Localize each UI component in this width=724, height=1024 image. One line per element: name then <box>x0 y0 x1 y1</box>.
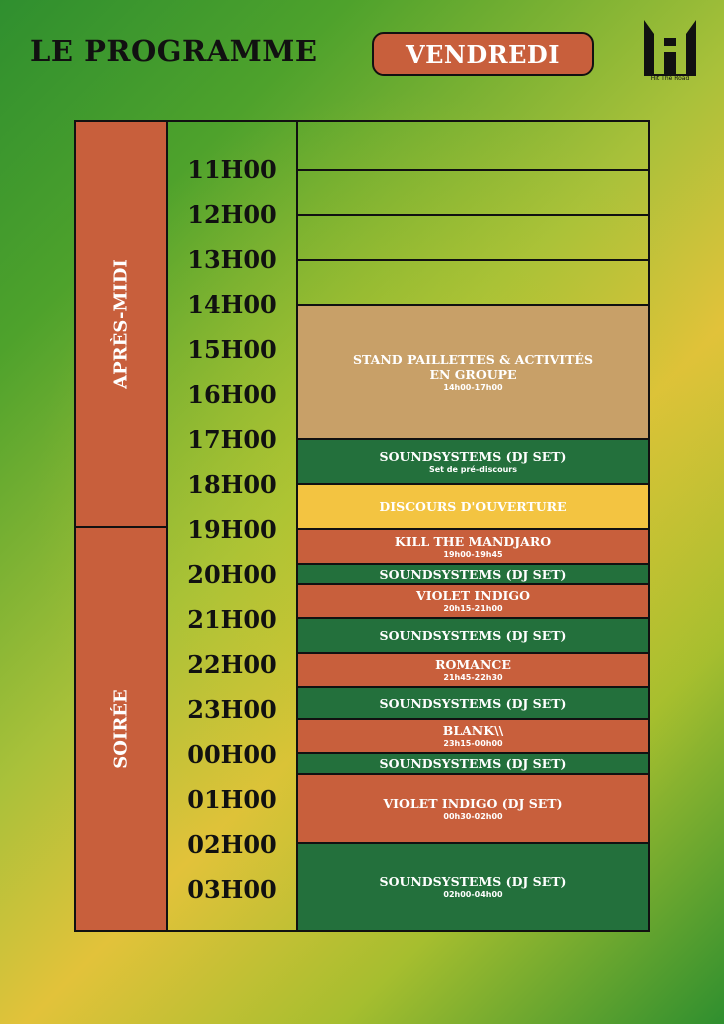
event-name: KILL THE MANDJARO <box>394 533 552 549</box>
event-name: SOUNDSYSTEMS (DJ SET) <box>379 628 567 643</box>
hour-label: 11H00 <box>187 155 277 184</box>
day-label: VENDREDI <box>406 39 560 69</box>
event-time: 20h15-21h00 <box>443 604 503 613</box>
event-block <box>298 754 648 775</box>
time-column <box>168 122 298 930</box>
day-badge <box>372 32 594 76</box>
hour-label: 22H00 <box>187 650 277 679</box>
event-block <box>298 585 648 619</box>
hour-label: 03H00 <box>187 875 277 904</box>
event-block <box>298 619 648 654</box>
event-name: VIOLET INDIGO <box>416 588 530 603</box>
page-title: LE PROGRAMME <box>30 34 318 68</box>
event-name-line2: EN GROUPE <box>429 366 517 382</box>
hour-label: 12H00 <box>187 200 277 229</box>
hour-label: 02H00 <box>187 830 277 859</box>
event-block <box>298 720 648 754</box>
hour-label: 00H00 <box>187 740 277 769</box>
event-name: SOUNDSYSTEMS (DJ SET) <box>379 448 567 464</box>
hour-label: 17H00 <box>187 425 277 454</box>
hour-label: 16H00 <box>187 380 277 409</box>
event-name: SOUNDSYSTEMS (DJ SET) <box>379 874 567 889</box>
event-time: 00h30-02h00 <box>443 811 503 821</box>
event-block <box>298 688 648 720</box>
event-time: 23h15-00h00 <box>443 739 503 748</box>
event-name: SOUNDSYSTEMS (DJ SET) <box>379 756 567 771</box>
hour-label: 18H00 <box>187 470 277 499</box>
event-time: 02h00-04h00 <box>443 890 503 899</box>
event-block <box>298 530 648 565</box>
event-name: STAND PAILLETTES & ACTIVITÉS <box>352 351 593 367</box>
events-column <box>298 122 648 930</box>
hour-label: 20H00 <box>187 560 277 589</box>
event-block <box>298 775 648 844</box>
event-time: 21h45-22h30 <box>443 673 503 682</box>
period-evening-label: SOIRÉE <box>110 689 132 769</box>
event-name: SOUNDSYSTEMS (DJ SET) <box>379 566 567 582</box>
hour-label: 23H00 <box>187 695 277 724</box>
event-name: SOUNDSYSTEMS (DJ SET) <box>379 695 567 711</box>
empty-slot <box>298 216 648 261</box>
event-block <box>298 485 648 530</box>
event-block <box>298 306 648 440</box>
event-name: DISCOURS D'OUVERTURE <box>379 499 567 514</box>
empty-slot <box>298 122 648 171</box>
hour-label: 15H00 <box>187 335 277 364</box>
hour-label: 01H00 <box>187 785 277 814</box>
hour-label: 19H00 <box>187 515 277 544</box>
event-block <box>298 565 648 585</box>
event-block <box>298 654 648 688</box>
empty-slot <box>298 261 648 306</box>
event-name: VIOLET INDIGO (DJ SET) <box>383 795 563 811</box>
event-block <box>298 844 648 930</box>
event-block <box>298 440 648 485</box>
event-name: ROMANCE <box>435 657 511 672</box>
hour-label: 21H00 <box>187 605 277 634</box>
period-afternoon-label: APRÈS-MIDI <box>110 259 132 389</box>
empty-slot <box>298 171 648 216</box>
event-time: Set de pré-discours <box>428 464 518 474</box>
event-time: 19h00-19h45 <box>443 549 503 559</box>
period-evening <box>76 528 168 930</box>
period-afternoon <box>76 122 168 528</box>
event-time: 14h00-17h00 <box>443 382 503 392</box>
event-name: BLANK\\ <box>442 723 504 738</box>
hour-label: 13H00 <box>187 245 277 274</box>
hour-label: 14H00 <box>187 290 277 319</box>
schedule-table <box>74 120 650 932</box>
logo-caption: Hit The Road <box>650 75 690 82</box>
